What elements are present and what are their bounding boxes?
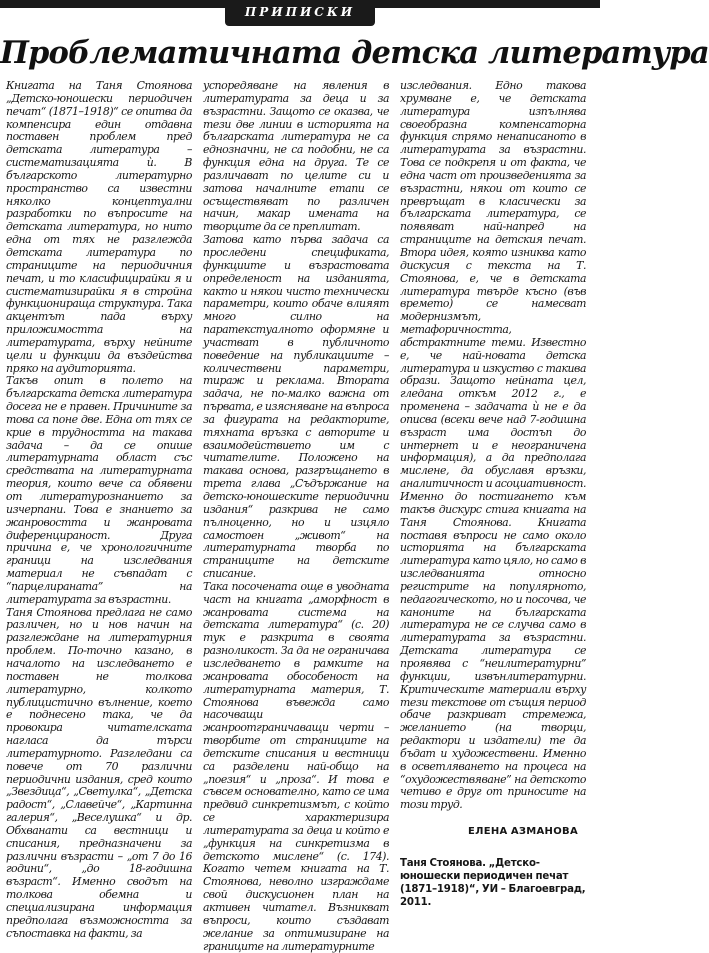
article-title: Проблематичната детска литература <box>0 35 709 71</box>
book-reference: Таня Стоянова. „Детско-юношески периодичен печат (1871–1918)“, УИ – Благоевград, 2011. <box>400 857 586 908</box>
column-3 <box>400 79 586 908</box>
column-1 <box>6 79 192 940</box>
author-byline: ЕЛЕНА АЗМАНОВА <box>467 826 578 838</box>
paragraph: Книгата на Таня Стоянова „Детско-юношески периодичен печат“ (1871–1918)“ се опитва да компенсира един отдавна поставен проблем пред детската литература – систематизацията ѝ. В българското литературно пространство са известни няколко концептуални разработки по въпросите на детската литература, но нито една от тях не разглежда детската литература по страниците на периодичния печат, и то класифицирайки я и систематизирайки я в стройна функционираща структура. Така акцентът пада върху приложимостта на литературата, върху нейните цели и функции да въздейства пряко на аудиторията. <box>6 79 192 375</box>
paragraph: Такъв опит в полето на българската детска литература досега не е правен. Причините за това са поне две. Една от тях се крие в трудността на такава задача – да се опише литературната област със средствата на литературната теория, които вече са обявени от литературознанието за изчерпани. Това е знанието за жанровостта и жанровата диференцираност. Друга причина е, че хронологичните граници на изследвания материал не съвпадат с “парцелираната” на литературата за възрастни. <box>6 374 192 606</box>
banner-rule-right <box>370 0 600 8</box>
paragraph: Така посочената още в уводната част на книгата „аморфност в жанровата система на детската литература“ (с. 20) тук е разкрита в своята разноликост. За да не ограничава изследването в рамките на жанровата обособеност на литературната материя, Т. Стоянова въвежда само насочващи жанроотграничаващи черти – творбите от страниците на детските списания и вестници са разделени най-общо на „поезия“ и „проза“. И това е съвсем основателно, като се има предвид синкретизмът, с който се характеризира литературата за деца и който е „функция на синкретизма в детското мислене“ (с. 174). Когато четем книгата на Т. Стоянова, неволно изграждаме свой дискусионен план на активен читател. Възникват въпроси, които създават желание за оптимизиране на границите на литературните <box>203 579 389 953</box>
paragraph: успоредяване на явления в литературата за деца и за възрастни. Защото се оказва, че тези две линии в историята на българската литература не са еднозначни, не са подобни, не са функция една на друга. Те се различават по целите си и затова началните етапи се осъществяват по различен начин, макар имената на творците да се преплитат. <box>203 79 389 234</box>
paragraph: Таня Стоянова предлага не само различен, но и нов начин на разглеждане на литературния проблем. По-точно казано, в началото на изследването е поставен не толкова литературно, колкото публицистично вълнение, което е поднесено така, че да провокира читателската нагласа да търси литературното. Разгледани са повече от 70 различни периодични издания, сред които „Звездица“, „Светулка“, „Детска радост“, „Славейче“, „Картинна галерия“, „Веселушка“ и др. Обхванати са вестници и списания, предназначени за различни възрасти – „от 7 до 16 години“, „до 18-годишна възраст“. Именно сводът на толкова обемна и специализирана информация предполага възможността за съпоставка на факти, за <box>6 605 192 940</box>
paragraph: изследвания. Едно такова хрумване е, че детската литература изпълнява своеобразна компенсаторна функция спрямо ненаписаното в литературата за възрастни. Това се подкрепя и от факта, че една част от произведенията за възрастни, някои от които се превръщат в класически за българската литература, се появяват най-напред на страниците на детския печат. Втора идея, която изниква като дискусия с текста на Т. Стоянова, е, че в детската литература твърде късно (във времето) се намесват модернизмът, метафоричността, абстрактните теми. Известно е, че най-новата детска литература и изкуство с такива образи. Защото нейната цел, гледана откъм 2012 г., е променена – задачата ѝ не е да описва (всеки вече над 7-годишна възраст има достъп до интернет и е неограничена информация), а да предполага мислене, да обуславя връзки, аналитичност и асоциативност. Именно до постигането към такъв дискурс стига книгата на Таня Стоянова. Книгата поставя въпроси не само около историята на българската литература като цяло, но само в изследванията относно регистрите на популярното, педагогическото, но и посочва, че каноните на българската литература не се случва само в литературата за възрастни. Детската литература се проявява с “неилитературни” функции, извънлитературни. Критическите материали върху тези текстове от същия период обаче разкриват стремежа, желанието (на творци, редактори и издатели) те да бъдат и художествени. Именно в осветляването на процеса на “охудожествяване” на детското четиво е друг от приносите на този труд. <box>400 79 586 812</box>
paragraph: Затова като първа задача са проследени спецификата, функциите и възрастовата определеност на изданията, както и някои чисто технически параметри, които обаче влияят много силно на паратекстуалното оформяне и участват в публичното поведение на публикациите – количествени параметри, тираж и реклама. Втората задача, не по-малко важна от първата, е изясняване на въпроса за фигурата на редакторите, тяхната връзка с авторите и взаимодействието им с читателите. Положено на такава основа, разгръщането в трета глава „Съдържание на детско-юношеските периодични издания“ разкрива не само пълноценно, но и изцяло самостоен „живот“ на литературната творба по страниците на детските списание. <box>203 233 389 581</box>
banner-rule-left <box>0 0 230 8</box>
column-2 <box>203 79 389 953</box>
article-body <box>6 79 594 953</box>
section-label: ПРИПИСКИ <box>225 0 375 26</box>
section-banner <box>0 0 600 26</box>
